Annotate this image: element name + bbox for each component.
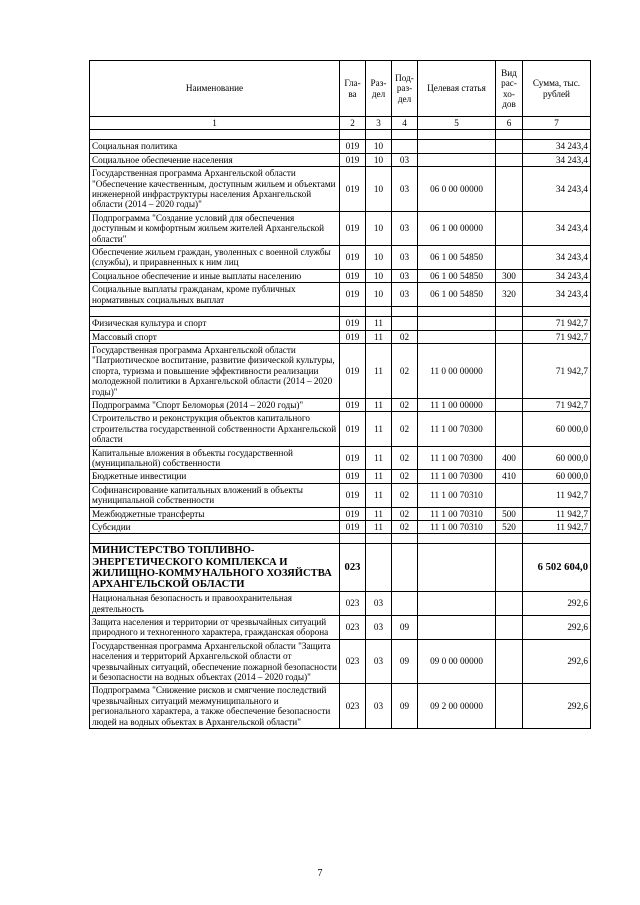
row-target: 11 1 00 70310 (418, 483, 496, 507)
row-name: Обеспечение жильем граждан, уволенных с военной службы (службы), и приравненных к ним лиц (90, 246, 340, 270)
row-chapter: 019 (340, 317, 366, 330)
table-row (90, 167, 591, 212)
table-row (90, 140, 591, 153)
row-sum: 34 243,4 (523, 246, 591, 270)
row-sum: 11 942,7 (523, 483, 591, 507)
row-subsection: 02 (392, 330, 418, 343)
row-section: 11 (366, 398, 392, 411)
row-name: Массовый спорт (90, 330, 340, 343)
table-row (90, 153, 591, 166)
table-row (90, 412, 591, 446)
row-sum: 11 942,7 (523, 521, 591, 534)
row-sum: 60 000,0 (523, 470, 591, 483)
header-expense-type: Вид рас-хо-дов (496, 61, 523, 117)
row-expense-type (496, 684, 523, 729)
row-expense-type: 320 (496, 283, 523, 307)
row-chapter: 019 (340, 246, 366, 270)
row-target (418, 317, 496, 330)
row-target: 06 1 00 54850 (418, 269, 496, 282)
row-section: 11 (366, 317, 392, 330)
row-target (418, 330, 496, 343)
row-name: Государственная программа Архангельской области "Обеспечение качественным, доступным жильем и объектами инженерной инфраструктуры населения Архангельской области (2014 – 2020 годы)" (90, 167, 340, 212)
column-number: 6 (496, 117, 523, 130)
row-section: 10 (366, 167, 392, 212)
row-target: 11 1 00 70300 (418, 412, 496, 446)
row-subsection: 09 (392, 616, 418, 640)
row-subsection: 03 (392, 269, 418, 282)
header-target: Целевая статья (418, 61, 496, 117)
table-row (90, 398, 591, 411)
row-subsection: 03 (392, 283, 418, 307)
row-subsection (392, 317, 418, 330)
spacer-cell (340, 307, 366, 317)
row-name: Подпрограмма "Спорт Беломорья (2014 – 2020 годы)" (90, 398, 340, 411)
spacer-cell (366, 534, 392, 544)
row-sum: 60 000,0 (523, 446, 591, 470)
spacer-cell (418, 534, 496, 544)
row-subsection: 02 (392, 470, 418, 483)
row-subsection: 02 (392, 343, 418, 398)
row-chapter: 019 (340, 153, 366, 166)
spacer-cell (392, 534, 418, 544)
row-sum: 71 942,7 (523, 343, 591, 398)
row-chapter: 019 (340, 140, 366, 153)
row-expense-type (496, 592, 523, 616)
row-chapter: 023 (340, 592, 366, 616)
page-number: 7 (317, 868, 323, 879)
row-name: Капитальные вложения в объекты государственной (муниципальной) собственности (90, 446, 340, 470)
row-sum: 60 000,0 (523, 412, 591, 446)
row-target: 11 1 00 70300 (418, 470, 496, 483)
row-section: 11 (366, 412, 392, 446)
row-section: 10 (366, 211, 392, 245)
row-expense-type (496, 343, 523, 398)
spacer-cell (523, 130, 591, 140)
row-sum: 34 243,4 (523, 283, 591, 307)
spacer-cell (340, 534, 366, 544)
row-target (418, 616, 496, 640)
row-subsection: 02 (392, 483, 418, 507)
row-chapter: 019 (340, 398, 366, 411)
row-name: Физическая культура и спорт (90, 317, 340, 330)
row-sum: 292,6 (523, 639, 591, 684)
table-row (90, 483, 591, 507)
row-target: 11 1 00 00000 (418, 398, 496, 411)
row-name: Социальная политика (90, 140, 340, 153)
row-name: Бюджетные инвестиции (90, 470, 340, 483)
header-subsection: Под-раз-дел (392, 61, 418, 117)
row-name: Социальное обеспечение населения (90, 153, 340, 166)
column-number: 1 (90, 117, 340, 130)
column-number-row (90, 117, 591, 130)
header-sum: Сумма, тыс. рублей (523, 61, 591, 117)
row-name: Национальная безопасность и правоохранительная деятельность (90, 592, 340, 616)
row-name: Межбюджетные трансферты (90, 507, 340, 520)
table-row (90, 330, 591, 343)
spacer-cell (366, 130, 392, 140)
row-subsection: 02 (392, 398, 418, 411)
row-subsection: 02 (392, 507, 418, 520)
row-name: Государственная программа Архангельской области "Защита населения и территорий Архангельской области от чрезвычайных ситуаций, обеспечение пожарной безопасности и безопасности на водных объектах (2014 – 2020 годы)" (90, 639, 340, 684)
row-target: 11 1 00 70310 (418, 521, 496, 534)
row-chapter: 023 (340, 544, 366, 592)
row-sum: 71 942,7 (523, 317, 591, 330)
row-sum: 34 243,4 (523, 269, 591, 282)
row-chapter: 019 (340, 483, 366, 507)
row-name: Защита населения и территории от чрезвычайных ситуаций природного и техногенного характера, гражданская оборона (90, 616, 340, 640)
row-chapter: 023 (340, 639, 366, 684)
row-sum: 34 243,4 (523, 153, 591, 166)
table-row (90, 639, 591, 684)
row-expense-type: 300 (496, 269, 523, 282)
row-expense-type: 500 (496, 507, 523, 520)
row-expense-type: 520 (496, 521, 523, 534)
spacer-row (90, 130, 591, 140)
row-sum: 11 942,7 (523, 507, 591, 520)
spacer-row (90, 307, 591, 317)
row-section: 11 (366, 521, 392, 534)
row-subsection (392, 140, 418, 153)
table-row (90, 470, 591, 483)
row-target: 11 1 00 70300 (418, 446, 496, 470)
table-row (90, 592, 591, 616)
row-expense-type (496, 330, 523, 343)
table-row (90, 616, 591, 640)
row-target: 06 1 00 54850 (418, 246, 496, 270)
row-expense-type (496, 544, 523, 592)
row-expense-type (496, 616, 523, 640)
row-name: Социальное обеспечение и иные выплаты населению (90, 269, 340, 282)
row-chapter: 019 (340, 283, 366, 307)
row-section: 10 (366, 140, 392, 153)
table-row (90, 246, 591, 270)
row-subsection: 03 (392, 211, 418, 245)
row-sum: 292,6 (523, 616, 591, 640)
row-name: МИНИСТЕРСТВО ТОПЛИВНО-ЭНЕРГЕТИЧЕСКОГО КОМПЛЕКСА И ЖИЛИЩНО-КОММУНАЛЬНОГО ХОЗЯЙСТВА АРХАНГЕЛЬСКОЙ ОБЛАСТИ (90, 544, 340, 592)
row-subsection: 09 (392, 639, 418, 684)
header-section: Раз-дел (366, 61, 392, 117)
row-name: Строительство и реконструкция объектов капитального строительства государственной собственности Архангельской области (90, 412, 340, 446)
column-number: 7 (523, 117, 591, 130)
row-name: Субсидии (90, 521, 340, 534)
column-number: 4 (392, 117, 418, 130)
row-section: 10 (366, 246, 392, 270)
row-sum: 292,6 (523, 684, 591, 729)
table-row (90, 283, 591, 307)
row-expense-type (496, 167, 523, 212)
row-section: 11 (366, 483, 392, 507)
row-target: 11 0 00 00000 (418, 343, 496, 398)
table-row (90, 507, 591, 520)
row-name: Подпрограмма "Снижение рисков и смягчение последствий чрезвычайных ситуаций межмуниципального и регионального характера, а также обеспечение безопасности людей на водных объектах в Архангельской области" (90, 684, 340, 729)
row-target: 06 1 00 54850 (418, 283, 496, 307)
table-row (90, 684, 591, 729)
row-expense-type (496, 211, 523, 245)
row-section (366, 544, 392, 592)
row-name: Государственная программа Архангельской области "Патриотическое воспитание, развитие физической культуры, спорта, туризма и повышение эффективности реализации молодежной политики в Архангельской области (2014 – 2020 годы)" (90, 343, 340, 398)
row-expense-type (496, 639, 523, 684)
budget-table (89, 60, 591, 729)
row-name: Подпрограмма "Создание условий для обеспечения доступным и комфортным жильем жителей Архангельской области" (90, 211, 340, 245)
row-subsection: 03 (392, 167, 418, 212)
spacer-cell (523, 534, 591, 544)
row-target: 09 0 00 00000 (418, 639, 496, 684)
column-number: 3 (366, 117, 392, 130)
row-expense-type (496, 153, 523, 166)
spacer-cell (418, 307, 496, 317)
spacer-cell (496, 534, 523, 544)
spacer-cell (392, 307, 418, 317)
row-section: 03 (366, 592, 392, 616)
row-target (418, 153, 496, 166)
spacer-cell (392, 130, 418, 140)
column-number: 5 (418, 117, 496, 130)
spacer-cell (90, 307, 340, 317)
row-target: 06 1 00 00000 (418, 211, 496, 245)
row-target (418, 592, 496, 616)
row-expense-type: 400 (496, 446, 523, 470)
table-row (90, 269, 591, 282)
table-row (90, 521, 591, 534)
row-expense-type (496, 317, 523, 330)
row-expense-type (496, 140, 523, 153)
row-target: 06 0 00 00000 (418, 167, 496, 212)
row-section: 11 (366, 470, 392, 483)
row-chapter: 019 (340, 269, 366, 282)
row-subsection: 03 (392, 153, 418, 166)
row-chapter: 019 (340, 211, 366, 245)
row-chapter: 019 (340, 507, 366, 520)
row-chapter: 019 (340, 521, 366, 534)
row-target (418, 140, 496, 153)
row-subsection (392, 544, 418, 592)
row-target: 09 2 00 00000 (418, 684, 496, 729)
row-sum: 34 243,4 (523, 211, 591, 245)
row-subsection: 02 (392, 446, 418, 470)
row-chapter: 023 (340, 684, 366, 729)
table-row (90, 343, 591, 398)
header-name: Наименование (90, 61, 340, 117)
row-expense-type (496, 483, 523, 507)
row-section: 11 (366, 343, 392, 398)
row-name: Софинансирование капитальных вложений в объекты муниципальной собственности (90, 483, 340, 507)
row-sum: 71 942,7 (523, 330, 591, 343)
row-sum: 292,6 (523, 592, 591, 616)
row-section: 10 (366, 153, 392, 166)
spacer-cell (90, 534, 340, 544)
row-target (418, 544, 496, 592)
header-chapter: Гла-ва (340, 61, 366, 117)
spacer-cell (496, 130, 523, 140)
row-section: 11 (366, 507, 392, 520)
spacer-cell (496, 307, 523, 317)
spacer-cell (340, 130, 366, 140)
row-name: Социальные выплаты гражданам, кроме публичных нормативных социальных выплат (90, 283, 340, 307)
spacer-cell (418, 130, 496, 140)
table-header-row (90, 61, 591, 117)
table-row (90, 544, 591, 592)
row-section: 03 (366, 639, 392, 684)
row-sum: 34 243,4 (523, 140, 591, 153)
row-chapter: 019 (340, 446, 366, 470)
table-row (90, 317, 591, 330)
row-subsection (392, 592, 418, 616)
column-number: 2 (340, 117, 366, 130)
row-section: 11 (366, 446, 392, 470)
row-expense-type (496, 412, 523, 446)
row-chapter: 019 (340, 167, 366, 212)
row-section: 10 (366, 269, 392, 282)
row-subsection: 09 (392, 684, 418, 729)
row-target: 11 1 00 70310 (418, 507, 496, 520)
spacer-cell (366, 307, 392, 317)
row-chapter: 019 (340, 343, 366, 398)
row-section: 03 (366, 616, 392, 640)
row-sum: 6 502 604,0 (523, 544, 591, 592)
spacer-cell (523, 307, 591, 317)
spacer-row (90, 534, 591, 544)
row-chapter: 019 (340, 412, 366, 446)
row-expense-type (496, 246, 523, 270)
row-sum: 34 243,4 (523, 167, 591, 212)
row-subsection: 02 (392, 412, 418, 446)
row-chapter: 019 (340, 470, 366, 483)
row-chapter: 019 (340, 330, 366, 343)
row-sum: 71 942,7 (523, 398, 591, 411)
row-expense-type: 410 (496, 470, 523, 483)
row-section: 10 (366, 283, 392, 307)
row-section: 03 (366, 684, 392, 729)
table-row (90, 211, 591, 245)
row-expense-type (496, 398, 523, 411)
table-row (90, 446, 591, 470)
spacer-cell (90, 130, 340, 140)
row-subsection: 02 (392, 521, 418, 534)
row-subsection: 03 (392, 246, 418, 270)
row-section: 11 (366, 330, 392, 343)
row-chapter: 023 (340, 616, 366, 640)
